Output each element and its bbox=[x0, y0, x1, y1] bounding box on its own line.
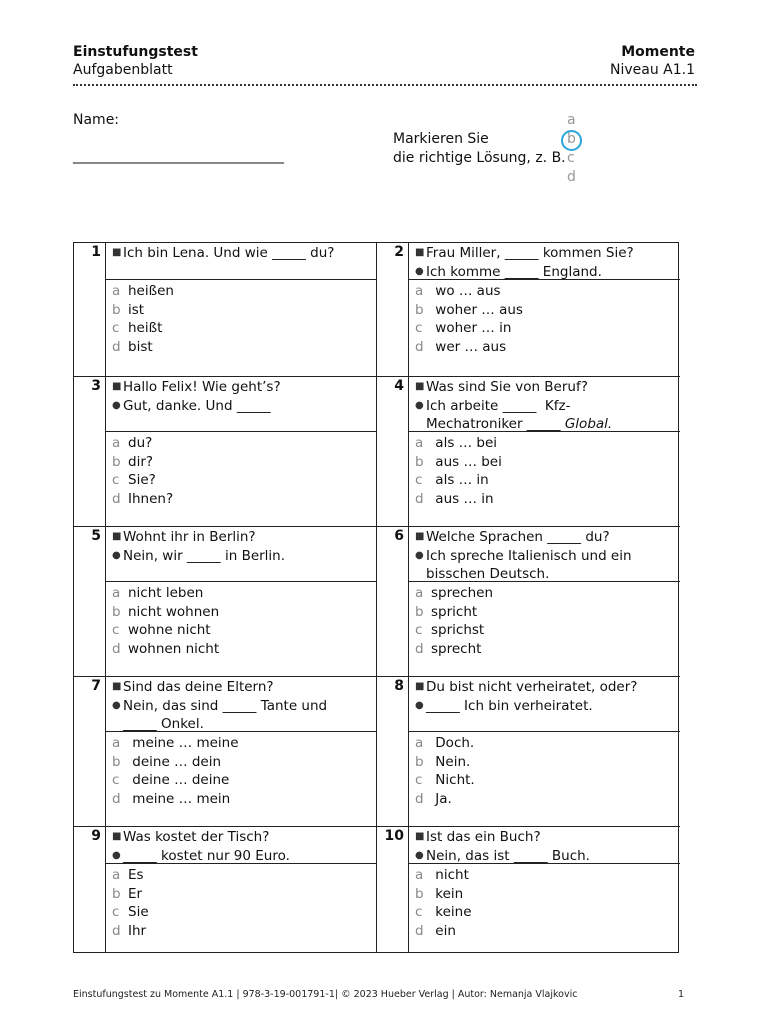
option-letter: b bbox=[112, 603, 121, 620]
answer-option-b[interactable] bbox=[112, 603, 376, 622]
option-text: Ihnen? bbox=[128, 491, 174, 508]
option-text: Sie bbox=[128, 904, 149, 921]
answer-options bbox=[409, 280, 680, 376]
option-letter: c bbox=[415, 772, 423, 789]
dot-bullet-icon: ● bbox=[112, 549, 121, 561]
answer-option-d[interactable] bbox=[415, 790, 680, 809]
option-letter: d bbox=[112, 339, 121, 356]
answer-option-d[interactable] bbox=[415, 490, 680, 509]
document-title: Einstufungstest bbox=[73, 44, 198, 60]
question-prompt bbox=[409, 827, 680, 864]
question-number: 8 bbox=[394, 678, 404, 694]
option-letter: d bbox=[415, 791, 424, 808]
option-text: Sie? bbox=[128, 472, 156, 489]
answer-option-a[interactable] bbox=[112, 282, 376, 301]
prompt-line bbox=[415, 565, 680, 584]
prompt-text: Nein, das sind _____ Tante und bbox=[123, 697, 328, 714]
option-letter: d bbox=[415, 491, 424, 508]
answer-option-b[interactable] bbox=[415, 603, 680, 622]
answer-option-b[interactable] bbox=[415, 301, 680, 320]
answer-options bbox=[106, 732, 376, 826]
option-text: nicht leben bbox=[128, 585, 204, 601]
option-text: wo … aus bbox=[431, 283, 501, 299]
prompt-line bbox=[112, 847, 376, 866]
question-2 bbox=[377, 243, 680, 377]
prompt-line bbox=[112, 244, 376, 263]
option-text: Ihr bbox=[128, 923, 147, 940]
question-prompt bbox=[409, 377, 680, 432]
dot-bullet-icon: ● bbox=[112, 699, 121, 711]
header-left bbox=[73, 43, 198, 79]
dot-bullet-icon: ● bbox=[415, 549, 424, 561]
square-bullet-icon: ■ bbox=[112, 831, 122, 842]
answer-option-c[interactable] bbox=[415, 771, 680, 790]
answer-options bbox=[409, 732, 680, 826]
answer-option-c[interactable] bbox=[415, 471, 680, 490]
prompt-text: Mechatroniker _____ Global. bbox=[426, 416, 613, 432]
option-letter: a bbox=[415, 435, 424, 451]
answer-option-d[interactable] bbox=[112, 640, 376, 659]
question-prompt bbox=[106, 377, 376, 432]
option-text: als … in bbox=[431, 472, 489, 489]
option-letter: a bbox=[112, 735, 121, 751]
question-prompt bbox=[106, 677, 376, 732]
answer-option-b[interactable] bbox=[415, 885, 680, 904]
course-title: Momente bbox=[621, 44, 695, 60]
question-number-column bbox=[74, 527, 106, 676]
option-text: Ja. bbox=[431, 791, 452, 808]
square-bullet-icon: ■ bbox=[415, 381, 425, 392]
question-number-column bbox=[377, 677, 409, 826]
question-prompt bbox=[106, 527, 376, 582]
option-letter: a bbox=[112, 283, 121, 299]
prompt-text: Ich spreche Italienisch und ein bbox=[426, 547, 632, 564]
prompt-text: Ich arbeite _____ Kfz- bbox=[426, 397, 571, 414]
prompt-text: _____ Ich bin verheiratet. bbox=[426, 697, 593, 714]
option-text: wohne nicht bbox=[128, 622, 211, 639]
option-letter: c bbox=[112, 472, 120, 489]
prompt-text: Nein, das ist _____ Buch. bbox=[426, 847, 590, 864]
option-text: nicht wohnen bbox=[128, 603, 220, 620]
option-text: du? bbox=[128, 435, 153, 451]
option-text: deine … dein bbox=[128, 753, 222, 770]
instruction bbox=[393, 130, 566, 168]
prompt-text: Hallo Felix! Wie geht’s? bbox=[123, 379, 281, 395]
answer-options bbox=[409, 432, 680, 526]
bullet-spacer bbox=[112, 715, 123, 734]
answer-option-d[interactable] bbox=[415, 922, 680, 941]
question-prompt bbox=[106, 243, 376, 280]
question-prompt bbox=[409, 243, 680, 280]
question-7 bbox=[74, 677, 377, 827]
option-letter: c bbox=[112, 622, 120, 639]
example-letter-a: a bbox=[567, 112, 576, 128]
question-prompt bbox=[409, 527, 680, 582]
option-text: woher … in bbox=[431, 320, 512, 337]
option-text: nicht bbox=[431, 867, 469, 883]
option-text: woher … aus bbox=[431, 301, 523, 318]
option-text: meine … meine bbox=[128, 735, 239, 751]
option-letter: c bbox=[415, 904, 423, 921]
option-letter: c bbox=[112, 772, 120, 789]
answer-option-a[interactable] bbox=[112, 866, 376, 885]
answer-option-c[interactable] bbox=[112, 771, 376, 790]
prompt-text: Nein, wir _____ in Berlin. bbox=[123, 547, 286, 564]
prompt-text: Welche Sprachen _____ du? bbox=[426, 529, 610, 545]
question-9 bbox=[74, 827, 377, 952]
option-text: Nicht. bbox=[431, 772, 475, 789]
prompt-text: Was kostet der Tisch? bbox=[123, 829, 270, 845]
example-letter-c: c bbox=[567, 150, 575, 166]
question-6 bbox=[377, 527, 680, 677]
prompt-line bbox=[112, 828, 376, 847]
prompt-line bbox=[112, 697, 376, 716]
question-number: 10 bbox=[384, 828, 404, 844]
level-label: Niveau A1.1 bbox=[609, 62, 695, 78]
square-bullet-icon: ■ bbox=[112, 381, 122, 392]
prompt-text: Du bist nicht verheiratet, oder? bbox=[426, 679, 638, 695]
question-10 bbox=[377, 827, 680, 952]
square-bullet-icon: ■ bbox=[415, 831, 425, 842]
bullet-spacer bbox=[415, 415, 426, 434]
answer-option-d[interactable] bbox=[415, 640, 680, 659]
question-number: 7 bbox=[91, 678, 101, 694]
option-letter: b bbox=[415, 453, 424, 470]
option-letter: a bbox=[415, 283, 424, 299]
square-bullet-icon: ■ bbox=[415, 247, 425, 258]
prompt-line bbox=[112, 715, 376, 734]
example-letter-d: d bbox=[567, 169, 576, 185]
answer-option-b[interactable] bbox=[415, 753, 680, 772]
example-letter-b: b bbox=[567, 130, 576, 149]
question-number-column bbox=[377, 377, 409, 526]
question-prompt bbox=[106, 827, 376, 864]
option-letter: a bbox=[415, 585, 424, 601]
option-text: wohnen nicht bbox=[128, 641, 220, 658]
option-letter: d bbox=[112, 641, 121, 658]
option-letter: c bbox=[112, 320, 120, 337]
option-text: sprecht bbox=[431, 641, 482, 658]
answer-option-a[interactable] bbox=[112, 734, 376, 753]
option-text: ist bbox=[128, 301, 145, 318]
option-text: aus … bei bbox=[431, 453, 502, 470]
question-number: 4 bbox=[394, 378, 404, 394]
dot-bullet-icon: ● bbox=[112, 849, 121, 861]
answer-option-d[interactable] bbox=[415, 338, 680, 357]
prompt-text: Ist das ein Buch? bbox=[426, 829, 541, 845]
option-letter: a bbox=[415, 735, 424, 751]
example-marking bbox=[567, 111, 576, 187]
option-letter: d bbox=[112, 491, 121, 508]
answer-option-b[interactable] bbox=[112, 753, 376, 772]
question-number-column bbox=[74, 243, 106, 376]
dot-bullet-icon: ● bbox=[415, 849, 424, 861]
question-prompt bbox=[409, 677, 680, 732]
option-letter: c bbox=[112, 904, 120, 921]
option-letter: a bbox=[112, 585, 121, 601]
option-text: Es bbox=[128, 867, 144, 883]
answer-option-a[interactable] bbox=[415, 734, 680, 753]
answer-option-d[interactable] bbox=[112, 790, 376, 809]
question-3 bbox=[74, 377, 377, 527]
prompt-line bbox=[112, 397, 376, 416]
prompt-text: Ich komme _____ England. bbox=[426, 263, 602, 280]
question-number-column bbox=[377, 243, 409, 376]
option-text: heißt bbox=[128, 320, 163, 337]
question-grid bbox=[73, 242, 679, 953]
option-letter: d bbox=[415, 641, 424, 658]
answer-option-c[interactable] bbox=[112, 471, 376, 490]
option-letter: a bbox=[415, 867, 424, 883]
square-bullet-icon: ■ bbox=[112, 247, 122, 258]
answer-option-b[interactable] bbox=[112, 885, 376, 904]
option-text: meine … mein bbox=[128, 791, 231, 808]
option-letter: d bbox=[415, 923, 424, 940]
dot-bullet-icon: ● bbox=[415, 699, 424, 711]
option-text: deine … deine bbox=[128, 772, 230, 789]
page-number: 1 bbox=[677, 989, 684, 1000]
question-number: 9 bbox=[91, 828, 101, 844]
option-letter: d bbox=[112, 923, 121, 940]
answer-option-d[interactable] bbox=[112, 922, 376, 941]
answer-option-c[interactable] bbox=[415, 903, 680, 922]
option-text: sprechen bbox=[431, 585, 494, 601]
option-letter: b bbox=[112, 753, 121, 770]
option-letter: b bbox=[415, 885, 424, 902]
answer-option-d[interactable] bbox=[112, 490, 376, 509]
prompt-text: Wohnt ihr in Berlin? bbox=[123, 529, 256, 545]
prompt-line bbox=[415, 678, 680, 697]
option-text: dir? bbox=[128, 453, 154, 470]
option-text: Er bbox=[128, 885, 143, 902]
name-field-line[interactable]: ___________________________________ bbox=[73, 148, 283, 164]
dot-bullet-icon: ● bbox=[415, 265, 424, 277]
answer-option-a[interactable] bbox=[415, 282, 680, 301]
question-8 bbox=[377, 677, 680, 827]
name-label: Name: bbox=[73, 112, 120, 128]
answer-options bbox=[106, 432, 376, 526]
option-letter: b bbox=[112, 453, 121, 470]
bullet-spacer bbox=[415, 565, 426, 584]
prompt-line bbox=[112, 547, 376, 566]
option-text: ein bbox=[431, 923, 456, 940]
option-letter: a bbox=[112, 435, 121, 451]
answer-options bbox=[106, 582, 376, 676]
option-letter: d bbox=[415, 339, 424, 356]
prompt-text: _____ kostet nur 90 Euro. bbox=[123, 847, 290, 864]
option-letter: b bbox=[415, 753, 424, 770]
prompt-text: Gut, danke. Und _____ bbox=[123, 397, 271, 414]
option-text: als … bei bbox=[431, 435, 498, 451]
option-letter: a bbox=[112, 867, 121, 883]
instruction-line-2: die richtige Lösung, z. B. bbox=[393, 150, 566, 166]
answer-option-c[interactable] bbox=[415, 319, 680, 338]
answer-option-a[interactable] bbox=[112, 434, 376, 453]
prompt-text: _____ Onkel. bbox=[123, 716, 204, 732]
prompt-line bbox=[415, 263, 680, 282]
question-number: 5 bbox=[91, 528, 101, 544]
square-bullet-icon: ■ bbox=[112, 531, 122, 542]
question-number-column bbox=[74, 677, 106, 826]
option-letter: c bbox=[415, 320, 423, 337]
answer-options bbox=[106, 864, 376, 952]
option-letter: b bbox=[415, 301, 424, 318]
option-letter: d bbox=[112, 791, 121, 808]
answer-option-c[interactable] bbox=[112, 903, 376, 922]
header-divider bbox=[73, 84, 697, 86]
answer-option-a[interactable] bbox=[415, 434, 680, 453]
question-number-column bbox=[377, 827, 409, 952]
option-text: keine bbox=[431, 904, 472, 921]
question-number-column bbox=[74, 827, 106, 952]
answer-option-c[interactable] bbox=[415, 621, 680, 640]
option-text: spricht bbox=[431, 603, 478, 620]
prompt-line bbox=[415, 697, 680, 716]
prompt-italic-text: Global. bbox=[564, 416, 613, 432]
square-bullet-icon: ■ bbox=[415, 681, 425, 692]
question-number: 6 bbox=[394, 528, 404, 544]
option-text: heißen bbox=[128, 283, 174, 299]
prompt-line bbox=[415, 547, 680, 566]
document-subtitle: Aufgabenblatt bbox=[73, 62, 173, 78]
option-text: kein bbox=[431, 885, 464, 902]
instruction-line-1: Markieren Sie bbox=[393, 131, 489, 147]
answer-option-c[interactable] bbox=[112, 319, 376, 338]
option-text: wer … aus bbox=[431, 339, 507, 356]
question-number: 2 bbox=[394, 244, 404, 260]
prompt-line bbox=[415, 244, 680, 263]
prompt-text: bisschen Deutsch. bbox=[426, 566, 550, 582]
option-letter: c bbox=[415, 622, 423, 639]
question-number: 1 bbox=[91, 244, 101, 260]
answer-option-a[interactable] bbox=[415, 866, 680, 885]
square-bullet-icon: ■ bbox=[415, 531, 425, 542]
answer-options bbox=[409, 582, 680, 676]
option-text: Nein. bbox=[431, 753, 471, 770]
prompt-line bbox=[415, 847, 680, 866]
prompt-text: Ich bin Lena. Und wie _____ du? bbox=[123, 245, 335, 261]
answer-option-b[interactable] bbox=[112, 301, 376, 320]
question-5 bbox=[74, 527, 377, 677]
dot-bullet-icon: ● bbox=[415, 399, 424, 411]
option-text: Doch. bbox=[431, 735, 475, 751]
prompt-text: Sind das deine Eltern? bbox=[123, 679, 274, 695]
header-right bbox=[610, 43, 695, 79]
option-text: bist bbox=[128, 339, 153, 356]
circle-mark-icon bbox=[561, 130, 582, 151]
option-letter: b bbox=[112, 885, 121, 902]
footer-text: Einstufungstest zu Momente A1.1 | 978-3-19-001791-1| © 2023 Hueber Verlag | Autor: Nemanja Vlajkovic bbox=[73, 989, 578, 1000]
option-text: sprichst bbox=[431, 622, 485, 639]
question-1 bbox=[74, 243, 377, 377]
answer-option-a[interactable] bbox=[112, 584, 376, 603]
dot-bullet-icon: ● bbox=[112, 399, 121, 411]
answer-options bbox=[106, 280, 376, 376]
question-number-column bbox=[74, 377, 106, 526]
option-letter: b bbox=[415, 603, 424, 620]
prompt-line bbox=[415, 415, 680, 434]
answer-option-b[interactable] bbox=[415, 453, 680, 472]
question-number: 3 bbox=[91, 378, 101, 394]
prompt-line bbox=[112, 678, 376, 697]
answer-option-c[interactable] bbox=[112, 621, 376, 640]
answer-option-a[interactable] bbox=[415, 584, 680, 603]
prompt-line bbox=[415, 528, 680, 547]
option-letter: c bbox=[415, 472, 423, 489]
answer-option-d[interactable] bbox=[112, 338, 376, 357]
prompt-text: Frau Miller, _____ kommen Sie? bbox=[426, 245, 634, 261]
question-4 bbox=[377, 377, 680, 527]
prompt-line bbox=[112, 378, 376, 397]
prompt-line bbox=[415, 397, 680, 416]
option-letter: b bbox=[112, 301, 121, 318]
question-number-column bbox=[377, 527, 409, 676]
square-bullet-icon: ■ bbox=[112, 681, 122, 692]
option-text: aus … in bbox=[431, 491, 494, 508]
prompt-line bbox=[112, 528, 376, 547]
prompt-text: Was sind Sie von Beruf? bbox=[426, 379, 588, 395]
prompt-line bbox=[415, 828, 680, 847]
answer-option-b[interactable] bbox=[112, 453, 376, 472]
prompt-line bbox=[415, 378, 680, 397]
answer-options bbox=[409, 864, 680, 952]
